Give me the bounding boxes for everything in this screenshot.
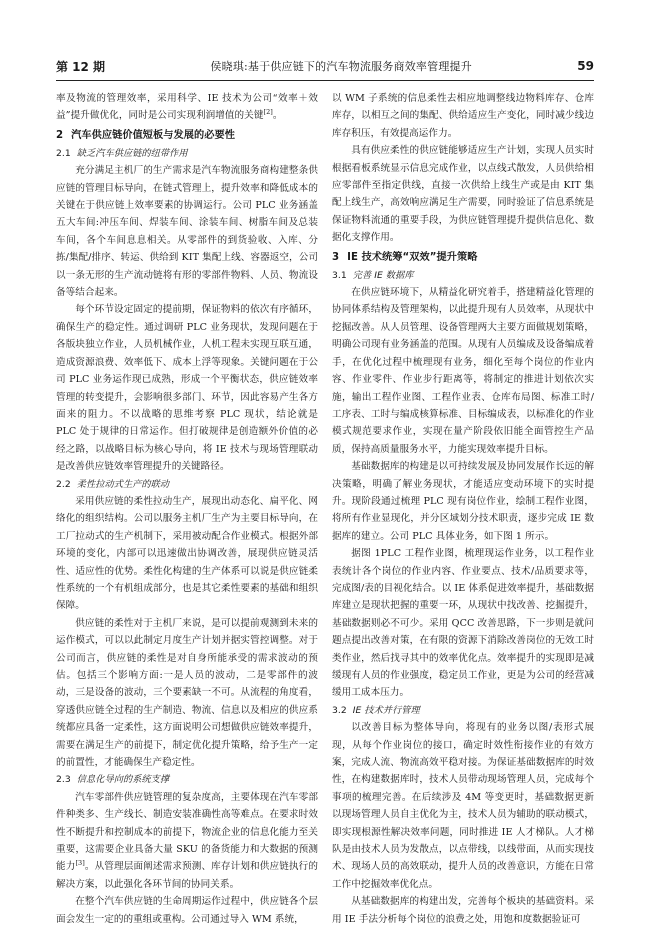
heading-number: 2.3 [56,774,71,786]
paragraph-text: 供应链的柔性对于主机厂来说，是可以提前观测到未来的运作模式，可以以此制定月度生产计划并据实管控调整。对于公司而言，供应链的柔性是对自身所能承受的需求波动的预估。包括三个影响方面:一是人员的波动，二是零部件的波动，三是设备的波动，三个要素缺一不可。从流程的角度看，穿透供应链全过程的生产制造、物流、信息以及相应的供应系统都应具备一定柔性，这方面说明公司想做供应链效率提升，需要在满足生产的前提下，制定优化提升策略，给予生产一定的前置性，才能确保生产稳定性。 [56,617,318,769]
body-paragraph [56,90,318,125]
issue-number: 第 12 期 [56,59,106,74]
paragraph-text: 采用供应链的柔性拉动生产，展现出动态化、扁平化、网络化的组织结构。公司以服务主机厂生产为主要目标导向，在工厂拉动式的生产机制下，采用被动配合作业模式。根据外部环境的变化，内部可以迅速做出协调改善，展现供应链灵活性、适应性的优势。柔性化构建的生产体系可以说是供应链柔性系统的一个有机组成部分，也是其它柔性要素的基础和组织保障。 [56,495,318,612]
body-paragraph [332,893,594,928]
body-paragraph [56,493,318,615]
citation-ref: [3] [75,859,85,868]
paragraph-text: 每个环节设定固定的提前期，保证物料的依次有序循环，确保生产的稳定性。通过调研 PLC 业务现状，发现问题在于各版块独立作业，人员机械作业，人机工程未实现互联互通，造成资源浪费、效率低下、成本上浮等现象。关键问题在于公司 PLC 业务运作现已成熟，形成一个平衡状态，供应链效率管理的转变提升，会影响很多部门、环节，因此容易产生各方面来的阻力。不以战略的思维考察 PLC 现状，结论就是 PLC 处于规律的日常运作。但打破规律是创造额外价值的必经之路，以战略目标为核心导向，将 IE 技术与现场管理联动是改善供应链效率管理提升的关键路径。 [56,304,318,473]
body-paragraph [332,458,594,545]
paragraph-text: 具有供应柔性的供应链能够适应生产计划，实现人员实时根据看板系统显示信息完成作业，以点线式散发，人员供给相应零部件至指定供线，直接一次供给上线生产或是由 KIT 集配上线生产，高效响应满足生产需要，同时验证了信息系统是保证物料流通的重要手段，为供应链管理提升提供信息化、数据化支撑作用。 [332,145,594,244]
subsection-heading [56,476,318,493]
paragraph-text: 据图 1PLC 工程作业图，梳理现运作业务，以工程作业表统计各个岗位的作业内容、作业要点、技术/品质要求等，完成图/表的目视化结合。以 IE 体系促进效率提升，基础数据库建立是现状把握的重要一环，从现状中找改善、挖掘提升，基础数据则必不可少。采用 QCC 改善思路，下一步则是就问题点提出改善对策，在有限的资源下消除改善岗位的无效工时类作业，然后找寻其中的效率优化点。效率提升的实现即是减缓现有人员的作业强度，稳定员工作业，更是为公司的经营减缓用工成本压力。 [332,548,594,699]
heading-number: 3 [332,251,340,263]
running-header [56,52,594,81]
paragraph-text: 以 WM 子系统的信息柔性去相应地调整线边物料库存、仓库库存，以相互之间的集配、供给适应生产变化，同时减少线边库存积压，有效提高运作力。 [332,93,594,139]
heading-text: IE 技术并行管理 [352,704,420,716]
paragraph-text: 基础数据库的构建是以可持续发展及协同发展作长远的解决策略，明确了解业务现状，才能适应变动环境下的实时提升。现阶段通过梳理 PLC 现有岗位作业，绘制工程作业图，将所有作业显现化，并分区域划分技术职责，逐步完成 IE 数据库的建立。公司 PLC 具体业务，如下图 1 所示。 [332,461,594,542]
heading-number: 2.2 [56,478,71,490]
section-heading [332,249,594,267]
citation-ref: [2] [263,108,273,117]
heading-number: 3.2 [332,704,347,716]
heading-text: 完善 IE 数据库 [352,269,414,281]
section-heading [56,127,318,145]
running-title: 侯晓琪:基于供应链下的汽车物流服务商效率管理提升 [210,60,472,73]
heading-number: 3.1 [332,269,347,281]
body-paragraph [56,789,318,893]
paragraph-text: 在整个汽车供应链的生命周期运作过程中，供应链各个层面会发生一定的的重组或重构。公司通过导入 WM 系统， [56,896,318,925]
heading-number: 2 [56,129,64,141]
heading-text: 缺乏汽车供应链的纽带作用 [76,147,188,159]
body-paragraph [56,615,318,772]
subsection-heading [56,145,318,162]
heading-text: 信息化导向的系统支撑 [76,774,170,786]
body-paragraph [332,284,594,458]
subsection-heading [56,771,318,788]
paragraph-text: 以改善目标为整体导向，将现有的业务以图/表形式展现，从每个作业岗位的接口，确定时效性衔接作业的有效方案，完成人流、物流高效平稳对接。为保证基础数据库的时效性，在构建数据库时，技术人员带动现场管理人员，完成每个事项的梳理完善。在后续涉及 4M 等变更时，基础数据更新以现场管理人员自主优化为主，技术人员为辅助的联动模式，即实现根源性解决效率问题，同时推进 IE 人才梯队。人才梯队是由技术人员为发散点，以点带线，以线带面，从而实现技术、现场人员的高效联动，提升人员的改善意识，方能在日常工作中挖掘效率优化点。 [332,722,594,890]
heading-number: 2.1 [56,147,71,159]
heading-text: 柔性拉动式生产的联动 [76,478,170,490]
body-paragraph [56,893,318,928]
subsection-heading [332,267,594,284]
paragraph-text: 汽车零部件供应链管理的复杂度高，主要体现在汽车零部件种类多、生产线长、制造安装准确性高等难点。在要求时效性不断提升和控制成本的前提下，物流企业的信息化能力至关重要，这需要企业具备大量 SKU 的备货能力和大数据的预测能力 [56,791,318,873]
body-paragraph [332,545,594,702]
page-number: 59 [577,59,594,73]
paragraph-text: 充分满足主机厂的生产需求是汽车物流服务商构建整条供应链的管理目标导向，在链式管理上，提升效率和降低成本的关键在于供应链上效率要素的协调运行。公司 PLC 业务涵盖五大车间:冲压车间、焊装车间、涂装车间、树脂车间及总装车间，各个车间息息相关。从零部件的到货验收、入库、分拣/集配/排序、转运、供给到 KIT 集配上线、容器返空，公司以一条无形的生产流动链将有形的零部件物料、人员、物流设备等结合起来。 [56,165,318,299]
body-paragraph [332,142,594,246]
paragraph-text-tail: 。 [272,110,283,122]
heading-text: 汽车供应链价值短板与发展的必要性 [71,129,235,141]
paragraph-text: 在供应链环境下，从精益化研究着手，搭建精益化管理的协同体系结构及管理架构，以此提升现有人员效率，从现状中挖掘改善。从人员管理、设备管理两大主要方面做规划策略，明确公司现有业务涵盖的范围。从现有人员编成及设备编成着手，在优化过程中梳理现有业务，细化至每个岗位的作业内容、作业零件、作业步行距离等，将制定的推进计划依次实施，输出工程作业图、工程作业表、仓库布局图、标准工时/工序表、工时与编成核算标准、目标编成表，以标准化的作业模式规范要求作业，实现在量产阶段依旧能全面管控生产品质，保持高质量服务水平，力能实现效率提升目标。 [332,287,594,455]
body-paragraph [56,162,318,301]
body-paragraph [56,301,318,475]
subsection-heading [332,702,594,719]
paragraph-text: 率及物流的管理效率，采用科学、IE 技术为公司“效率＋效益”提升做优化，同时是公司实现利润增值的关键 [56,93,318,122]
paragraph-text: 从基础数据库的构建出发，完善每个板块的基础资料。采用 IE 手法分析每个岗位的浪费之处，用饱和度数据验证可 [332,896,594,925]
article-body [56,90,594,925]
paragraph-text-tail: 。从管理层面阐述需求预测、库存计划和供应链执行的解决方案，以此强化各环节间的协同关系。 [56,861,318,890]
body-paragraph [332,719,594,893]
left-column [56,90,318,925]
body-paragraph [332,90,594,142]
heading-text: IE 技术统筹“双效”提升策略 [347,251,478,263]
right-column [332,90,594,925]
